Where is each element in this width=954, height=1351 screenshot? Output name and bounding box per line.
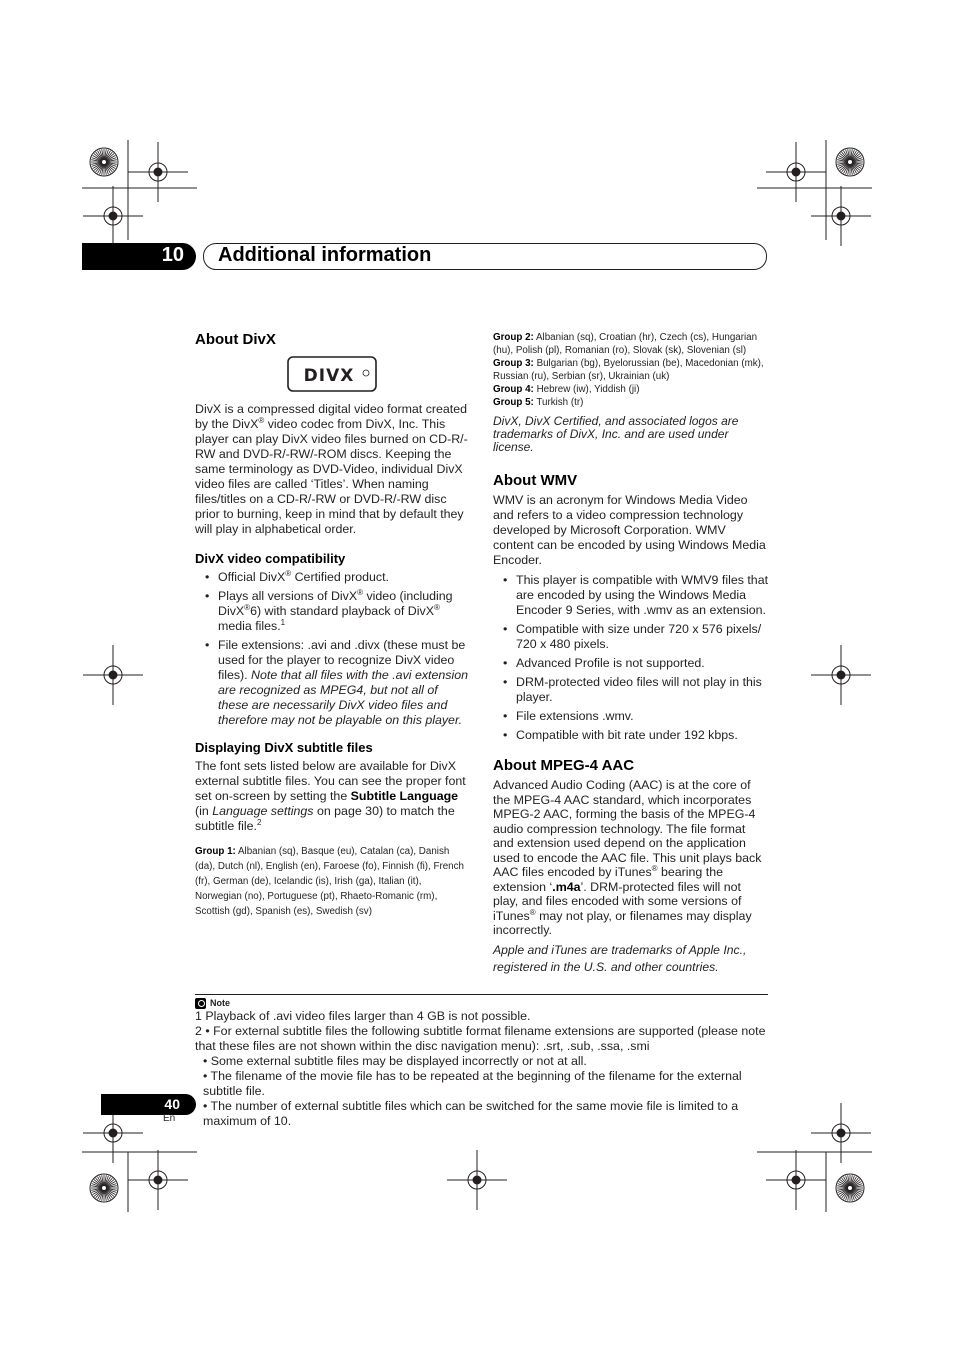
chapter-title: Additional information (218, 244, 432, 266)
font-group-languages: Albanian (sq), Croatian (hr), Czech (cs), Hungarian (hu), Polish (pl), Romanian (ro), Slovak (sk), Slovenian (sl) (493, 332, 758, 356)
divx-logo-text: DIVX (303, 366, 355, 386)
crosshair-mark (811, 645, 871, 705)
font-group-label: Group 3: (493, 358, 534, 369)
divx-subtitle-text: The font sets listed below are available for DivX external subtitle files. You can see the proper font set on-screen by setting the Subtitle Language (in Language settings on page 30) to match the subtitle file.$^2$ (195, 759, 466, 833)
note-section (195, 997, 768, 1129)
font-group-3 (493, 357, 769, 383)
font-group-5 (493, 396, 769, 409)
crosshair-mark (128, 1150, 188, 1210)
crosshair-mark (83, 186, 143, 246)
crosshair-mark (811, 1103, 871, 1163)
list-item: • File extensions .wmv. (493, 709, 769, 724)
list-item: • This player is compatible with WMV9 files that are encoded by using the Windows Media Encoder 9 Series, with .wmv as an extension. (493, 573, 769, 618)
font-group-label: Group 5: (493, 397, 534, 408)
note-line: 1 Playback of .avi video files larger than 4 GB is not possible. (195, 1009, 531, 1023)
list-item: • Compatible with bit rate under 192 kbps. (493, 728, 769, 743)
font-group-languages: Turkish (tr) (536, 397, 584, 408)
aac-heading: About MPEG-4 AAC (493, 757, 635, 774)
font-groups-continued (493, 331, 769, 409)
wmv-list (493, 573, 769, 743)
font-group-2 (493, 331, 769, 357)
note-header (195, 997, 768, 1009)
crosshair-mark (766, 1150, 826, 1210)
note-divider (195, 994, 768, 995)
note-line: • Some external subtitle files may be displayed incorrectly or not at all. (203, 1054, 587, 1068)
crosshair-mark (83, 645, 143, 705)
page-number: 40 (164, 1096, 180, 1112)
divx-intro: DivX is a compressed digital video format created by the DivX® video codec from DivX, Inc. This player can play DivX video files burned on CD-R/-RW and DVD-R/-RW/-ROM discs. Keeping the same terminology as DVD-Video, individual DivX video files are called ‘Titles’. When naming files/titles on a CD-R/-RW or DVD-R/-RW disc prior to burning, keep in mind that by default they will play in alphabetical order. (195, 402, 468, 536)
list-item: • Compatible with size under 720 x 576 pixels/ 720 x 480 pixels. (493, 622, 769, 652)
page-language: En (163, 1113, 176, 1124)
divx-heading: About DivX (195, 331, 276, 348)
wmv-heading: About WMV (493, 472, 578, 489)
page-number-tab (101, 1094, 196, 1115)
list-item: • Official DivX® Certified product. (195, 570, 471, 585)
divx-compat-heading: DivX video compatibility (195, 551, 346, 566)
list-item: • File extensions: .avi and .divx (these must be used for the player to recognize DivX video files). Note that all files with the .avi extension are recognized as MPEG4, but not all of these are necessarily DivX video files and therefore may not be playable on this player. (195, 638, 471, 728)
list-item: • Plays all versions of DivX® video (including DivX®6) with standard playback of DivX® media files.$^1$ (195, 589, 471, 634)
chapter-number-tab (82, 243, 196, 270)
font-group-label: Group 4: (493, 384, 534, 395)
crosshair-mark (128, 142, 188, 202)
list-item: • DRM-protected video files will not play in this player. (493, 675, 769, 705)
chapter-number: 10 (161, 244, 184, 266)
font-group-label: Group 1: (195, 846, 236, 857)
starburst-mark (836, 148, 864, 176)
crosshair-mark (811, 186, 871, 246)
wmv-intro: WMV is an acronym for Windows Media Video and refers to a video compression technology developed by Microsoft Corporation. WMV content can be encoded by using Windows Media Encoder. (493, 493, 766, 567)
divx-trademark: DivX, DivX Certified, and associated logos are trademarks of DivX, Inc. and are used under license. (493, 414, 739, 454)
divx-subtitle-heading: Displaying DivX subtitle files (195, 740, 373, 755)
starburst-mark (90, 148, 118, 176)
font-group-label: Group 2: (493, 332, 534, 343)
font-group-1 (195, 844, 471, 919)
starburst-mark (836, 1174, 864, 1202)
left-column (195, 331, 471, 919)
divx-compat-list (195, 570, 471, 728)
crosshair-mark (447, 1150, 507, 1210)
crosshair-mark (766, 142, 826, 202)
font-group-languages: Bulgarian (bg), Byelorussian (be), Macedonian (mk), Russian (ru), Serbian (sr), Ukrainian (uk) (493, 358, 764, 382)
list-item: • Advanced Profile is not supported. (493, 656, 769, 671)
font-group-4 (493, 383, 769, 396)
note-line: 2 • For external subtitle files the following subtitle format filename extensions are supported (please note that these files are not shown within the disc navigation menu): .srt, .sub, .ssa, .smi (195, 1024, 766, 1053)
aac-trademark: Apple and iTunes are trademarks of Apple Inc., registered in the U.S. and other countries. (493, 942, 747, 974)
divx-logo (287, 356, 377, 392)
note-icon (195, 998, 206, 1009)
note-line: • The filename of the movie file has to be repeated at the beginning of the filename for the external subtitle file. (203, 1069, 742, 1098)
right-column (493, 331, 769, 976)
note-line: • The number of external subtitle files which can be switched for the same movie file is limited to a maximum of 10. (203, 1099, 739, 1128)
aac-text: Advanced Audio Coding (AAC) is at the core of the MPEG-4 AAC standard, which incorporates MPEG-2 AAC, forming the basis of the MPEG-4 audio compression technology. The file format and extension used depend on the application used to encode the AAC file. This unit plays back AAC files encoded by iTunes® bearing the extension ‘.m4a’. DRM-protected files will not play, and files encoded with some versions of iTunes® may not play, or filenames may display incorrectly. (493, 778, 762, 937)
chapter-title-box (203, 243, 767, 270)
starburst-mark (90, 1174, 118, 1202)
font-group-languages: Hebrew (iw), Yiddish (ji) (536, 384, 640, 395)
font-group-languages: Albanian (sq), Basque (eu), Catalan (ca), Danish (da), Dutch (nl), English (en), Faroese (fo), Finnish (fi), French (fr), German (de), Icelandic (is), Irish (ga), Italian (it), Norwegian (no), Portuguese (pt), Rhaeto-Romanic (rm), Scottish (gd), Spanish (es), Swedish (sv) (195, 846, 464, 917)
note-heading: Note (210, 998, 230, 1008)
